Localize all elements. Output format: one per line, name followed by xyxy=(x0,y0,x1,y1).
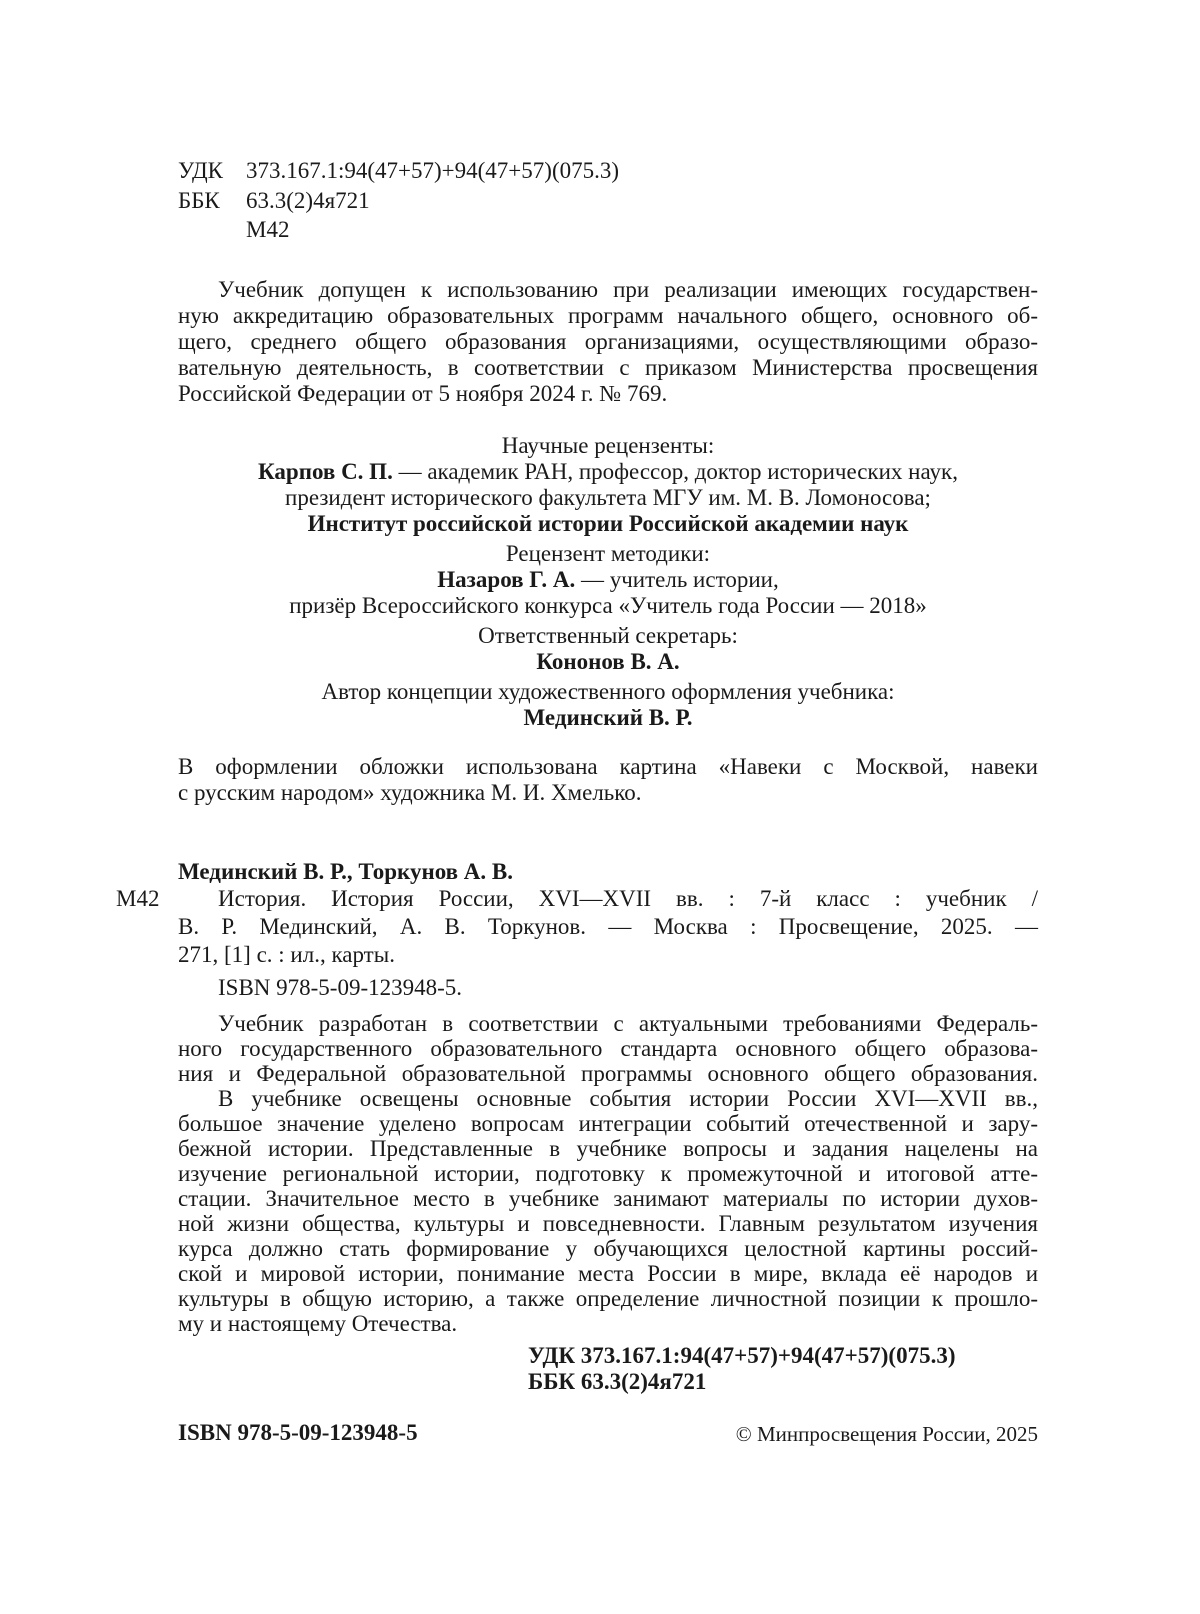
catalog-line: В. Р. Мединский, А. В. Торкунов. — Москва : Просвещение, 2025. — xyxy=(178,914,1038,939)
approval-line: щего, среднего общего образования организациями, осуществляющими образо- xyxy=(178,329,1038,354)
abstract-line: ской и мировой истории, понимание места России в мире, вклада её народов и xyxy=(178,1261,1038,1286)
art-author-name: Мединский В. Р. xyxy=(523,705,693,730)
abstract-line: культуры в общую историю, а также определение личностной позиции к прошло- xyxy=(178,1286,1038,1311)
bbk-label: ББК xyxy=(178,188,220,213)
catalog-line: 271, [1] с. : ил., карты. xyxy=(178,942,395,967)
abstract-line: стации. Значительное место в учебнике занимают материалы по истории духов- xyxy=(178,1186,1038,1211)
reviewer-1-name: Карпов С. П. xyxy=(258,459,393,484)
abstract-line: ной жизни общества, культуры и повседневности. Главным результатом изучения xyxy=(178,1211,1038,1236)
abstract-line: ного государственного образовательного стандарта основного общего образова- xyxy=(178,1036,1038,1061)
abstract-line: курса должно стать формирование у обучающихся целостной картины россий- xyxy=(178,1236,1038,1261)
abstract-line: Учебник разработан в соответствии с актуальными требованиями Федераль- xyxy=(218,1011,1038,1036)
abstract-line: В учебнике освещены основные события истории России XVI—XVII вв., xyxy=(218,1086,1038,1111)
footer-isbn: ISBN 978-5-09-123948-5 xyxy=(178,1420,418,1445)
method-heading: Рецензент методики: xyxy=(505,541,711,566)
approval-line: вательную деятельность, в соответствии с приказом Министерства просвещения xyxy=(178,355,1038,380)
cover-note-line: В оформлении обложки использована картина «Навеки с Москвой, навеки xyxy=(178,754,1038,779)
reviewer-1-desc: — академик РАН, профессор, доктор исторических наук, xyxy=(392,459,958,484)
catalog-mark: М42 xyxy=(116,886,160,911)
author-mark: М42 xyxy=(246,217,290,242)
art-heading: Автор концепции художественного оформления учебника: xyxy=(321,679,895,704)
method-reviewer-desc: — учитель истории, xyxy=(575,567,779,592)
catalog-isbn: ISBN 978-5-09-123948-5. xyxy=(218,975,463,1000)
secretary-heading: Ответственный секретарь: xyxy=(478,623,738,648)
bbk-bottom: ББК 63.3(2)4я721 xyxy=(528,1369,707,1394)
approval-line: Учебник допущен к использованию при реализации имеющих государствен- xyxy=(218,277,1038,302)
abstract-line: му и настоящему Отечества. xyxy=(178,1311,458,1336)
reviewer-1-desc-2: президент исторического факультета МГУ им. М. В. Ломоносова; xyxy=(285,485,931,510)
footer-copyright: © Минпросвещения России, 2025 xyxy=(735,1422,1038,1446)
method-reviewer-name: Назаров Г. А. xyxy=(437,567,576,592)
abstract-line: большое значение уделено вопросам интеграции событий отечественной и зару- xyxy=(178,1111,1038,1136)
cover-note-line: с русским народом» художника М. И. Хмелько. xyxy=(178,780,642,805)
approval-line: Российской Федерации от 5 ноября 2024 г. № 769. xyxy=(178,381,668,406)
abstract-line: изучение региональной истории, подготовку к промежуточной и итоговой атте- xyxy=(178,1161,1038,1186)
abstract-line: бежной истории. Представленные в учебнике вопросы и задания нацелены на xyxy=(178,1136,1038,1161)
method-reviewer xyxy=(178,567,1038,593)
udk-label: УДК xyxy=(178,158,223,183)
reviewer-2-name: Институт российской истории Российской академии наук xyxy=(307,511,909,536)
reviewers-heading: Научные рецензенты: xyxy=(501,433,715,458)
udk-bottom: УДК 373.167.1:94(47+57)+94(47+57)(075.3) xyxy=(528,1343,956,1368)
abstract-line: ния и Федеральной образовательной программы основного общего образования. xyxy=(178,1061,1038,1086)
secretary-name: Кононов В. А. xyxy=(536,649,680,674)
catalog-authors: Мединский В. Р., Торкунов А. В. xyxy=(178,859,514,884)
bbk-value: 63.3(2)4я721 xyxy=(246,188,370,213)
catalog-line: История. История России, XVI—XVII вв. : 7-й класс : учебник / xyxy=(218,886,1038,911)
udk-value: 373.167.1:94(47+57)+94(47+57)(075.3) xyxy=(246,158,620,183)
approval-line: ную аккредитацию образовательных программ начального общего, основного об- xyxy=(178,303,1038,328)
method-reviewer-desc-2: призёр Всероссийского конкурса «Учитель года России — 2018» xyxy=(289,593,927,618)
reviewer-1 xyxy=(178,459,1038,485)
